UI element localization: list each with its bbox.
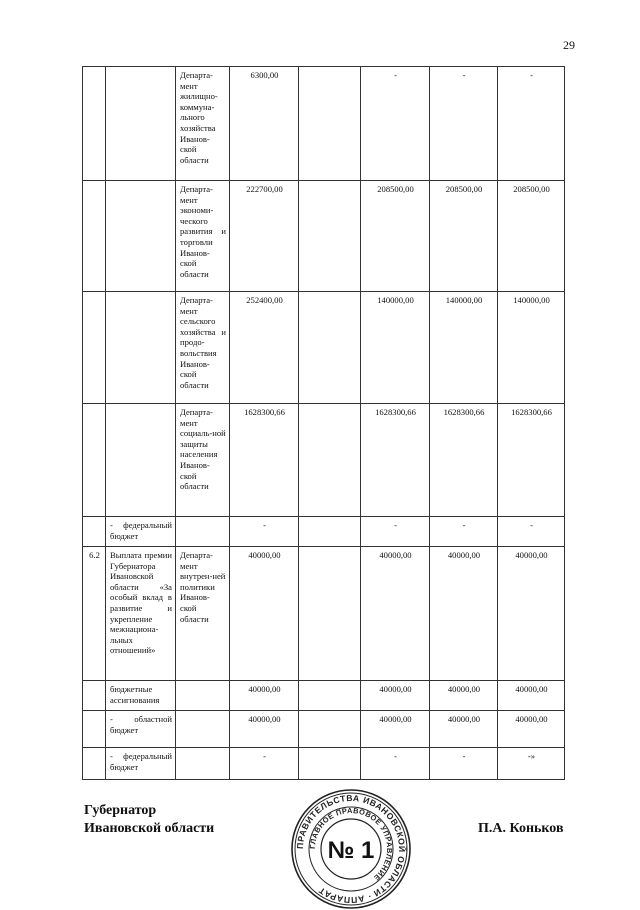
amount-col-1-cell: - xyxy=(230,517,299,547)
item-name-cell: - федеральный бюджет xyxy=(106,748,176,780)
table-row xyxy=(83,292,565,404)
amount-col-1-cell: 1628300,66 xyxy=(230,404,299,517)
amount-col-3-cell: 40000,00 xyxy=(361,681,430,711)
table-row xyxy=(83,711,565,748)
seal-center-number: № 1 xyxy=(327,837,375,864)
amount-col-5-cell: 1628300,66 xyxy=(498,404,565,517)
table-row xyxy=(83,404,565,517)
amount-col-1-cell: 40000,00 xyxy=(230,711,299,748)
amount-col-3-cell: 140000,00 xyxy=(361,292,430,404)
row-number-cell xyxy=(83,292,106,404)
amount-col-1-cell: - xyxy=(230,748,299,780)
page-number: 29 xyxy=(563,38,575,52)
item-name-cell xyxy=(106,292,176,404)
amount-col-2-cell xyxy=(299,547,361,681)
item-name-cell: - федеральный бюджет xyxy=(106,517,176,547)
row-number-cell xyxy=(83,711,106,748)
amount-col-3-cell: 208500,00 xyxy=(361,181,430,292)
row-number-cell xyxy=(83,181,106,292)
official-seal xyxy=(290,788,412,910)
amount-col-5-cell: 140000,00 xyxy=(498,292,565,404)
amount-col-3-cell: - xyxy=(361,67,430,181)
item-name-cell xyxy=(106,67,176,181)
amount-col-4-cell: 40000,00 xyxy=(430,547,498,681)
department-cell: Департа-мент жилищно-коммуна-льного хозяйства Иванов-ской области xyxy=(176,67,230,181)
table-row xyxy=(83,67,565,181)
amount-col-2-cell xyxy=(299,711,361,748)
signature-name: П.А. Коньков xyxy=(478,821,564,836)
amount-col-5-cell: 40000,00 xyxy=(498,547,565,681)
amount-col-2-cell xyxy=(299,67,361,181)
seal-inner-text: ГЛАВНОЕ ПРАВОВОЕ УПРАВЛЕНИЕ xyxy=(307,805,395,883)
amount-col-1-cell: 222700,00 xyxy=(230,181,299,292)
department-cell xyxy=(176,517,230,547)
item-name-cell: - областной бюджет xyxy=(106,711,176,748)
amount-col-2-cell xyxy=(299,681,361,711)
amount-col-4-cell: 1628300,66 xyxy=(430,404,498,517)
item-name-cell: Выплата премии Губернатора Ивановской области «За особый вклад в развитие и укрепление межнациона-льных отношений» xyxy=(106,547,176,681)
item-name-cell xyxy=(106,404,176,517)
amount-col-1-cell: 40000,00 xyxy=(230,547,299,681)
amount-col-5-cell: 40000,00 xyxy=(498,711,565,748)
row-number-cell xyxy=(83,748,106,780)
amount-col-5-cell: 208500,00 xyxy=(498,181,565,292)
amount-col-4-cell: 40000,00 xyxy=(430,681,498,711)
department-cell: Департа-мент сельского хозяйства и продо-вольствия Иванов-ской области xyxy=(176,292,230,404)
department-cell: Департа-мент экономи-ческого развития и торговли Иванов-ской области xyxy=(176,181,230,292)
signature-title-line2: Ивановской области xyxy=(84,821,215,836)
amount-col-3-cell: - xyxy=(361,748,430,780)
row-number-cell xyxy=(83,681,106,711)
amount-col-2-cell xyxy=(299,292,361,404)
signature-title-line1: Губернатор xyxy=(84,803,157,818)
amount-col-5-cell: 40000,00 xyxy=(498,681,565,711)
amount-col-3-cell: - xyxy=(361,517,430,547)
department-cell xyxy=(176,711,230,748)
amount-col-2-cell xyxy=(299,181,361,292)
item-name-cell xyxy=(106,181,176,292)
table-row xyxy=(83,517,565,547)
table-row xyxy=(83,681,565,711)
amount-col-4-cell: - xyxy=(430,748,498,780)
amount-col-5-cell: -» xyxy=(498,748,565,780)
amount-col-2-cell xyxy=(299,404,361,517)
department-cell xyxy=(176,748,230,780)
department-cell: Департа-мент внутрен-ней политики Иванов-ской области xyxy=(176,547,230,681)
row-number-cell xyxy=(83,67,106,181)
table-row xyxy=(83,748,565,780)
amount-col-1-cell: 252400,00 xyxy=(230,292,299,404)
department-cell xyxy=(176,681,230,711)
amount-col-3-cell: 40000,00 xyxy=(361,711,430,748)
item-name-cell: бюджетные ассигнования xyxy=(106,681,176,711)
amount-col-5-cell: - xyxy=(498,67,565,181)
amount-col-3-cell: 1628300,66 xyxy=(361,404,430,517)
amount-col-4-cell: 140000,00 xyxy=(430,292,498,404)
amount-col-5-cell: - xyxy=(498,517,565,547)
amount-col-2-cell xyxy=(299,748,361,780)
amount-col-4-cell: - xyxy=(430,517,498,547)
row-number-cell xyxy=(83,404,106,517)
row-number-cell: 6.2 xyxy=(83,547,106,681)
amount-col-4-cell: 208500,00 xyxy=(430,181,498,292)
amount-col-1-cell: 6300,00 xyxy=(230,67,299,181)
amount-col-3-cell: 40000,00 xyxy=(361,547,430,681)
signature-title xyxy=(84,802,214,838)
amount-col-4-cell: - xyxy=(430,67,498,181)
amount-col-1-cell: 40000,00 xyxy=(230,681,299,711)
department-cell: Департа-мент социаль-ной защиты населения Иванов-ской области xyxy=(176,404,230,517)
table-row xyxy=(83,181,565,292)
seal-outer-text: ПРАВИТЕЛЬСТВА ИВАНОВСКОЙ ОБЛАСТИ · АППАРАТ xyxy=(294,792,408,906)
table-row xyxy=(83,547,565,681)
row-number-cell xyxy=(83,517,106,547)
budget-table xyxy=(82,66,565,780)
amount-col-2-cell xyxy=(299,517,361,547)
amount-col-4-cell: 40000,00 xyxy=(430,711,498,748)
